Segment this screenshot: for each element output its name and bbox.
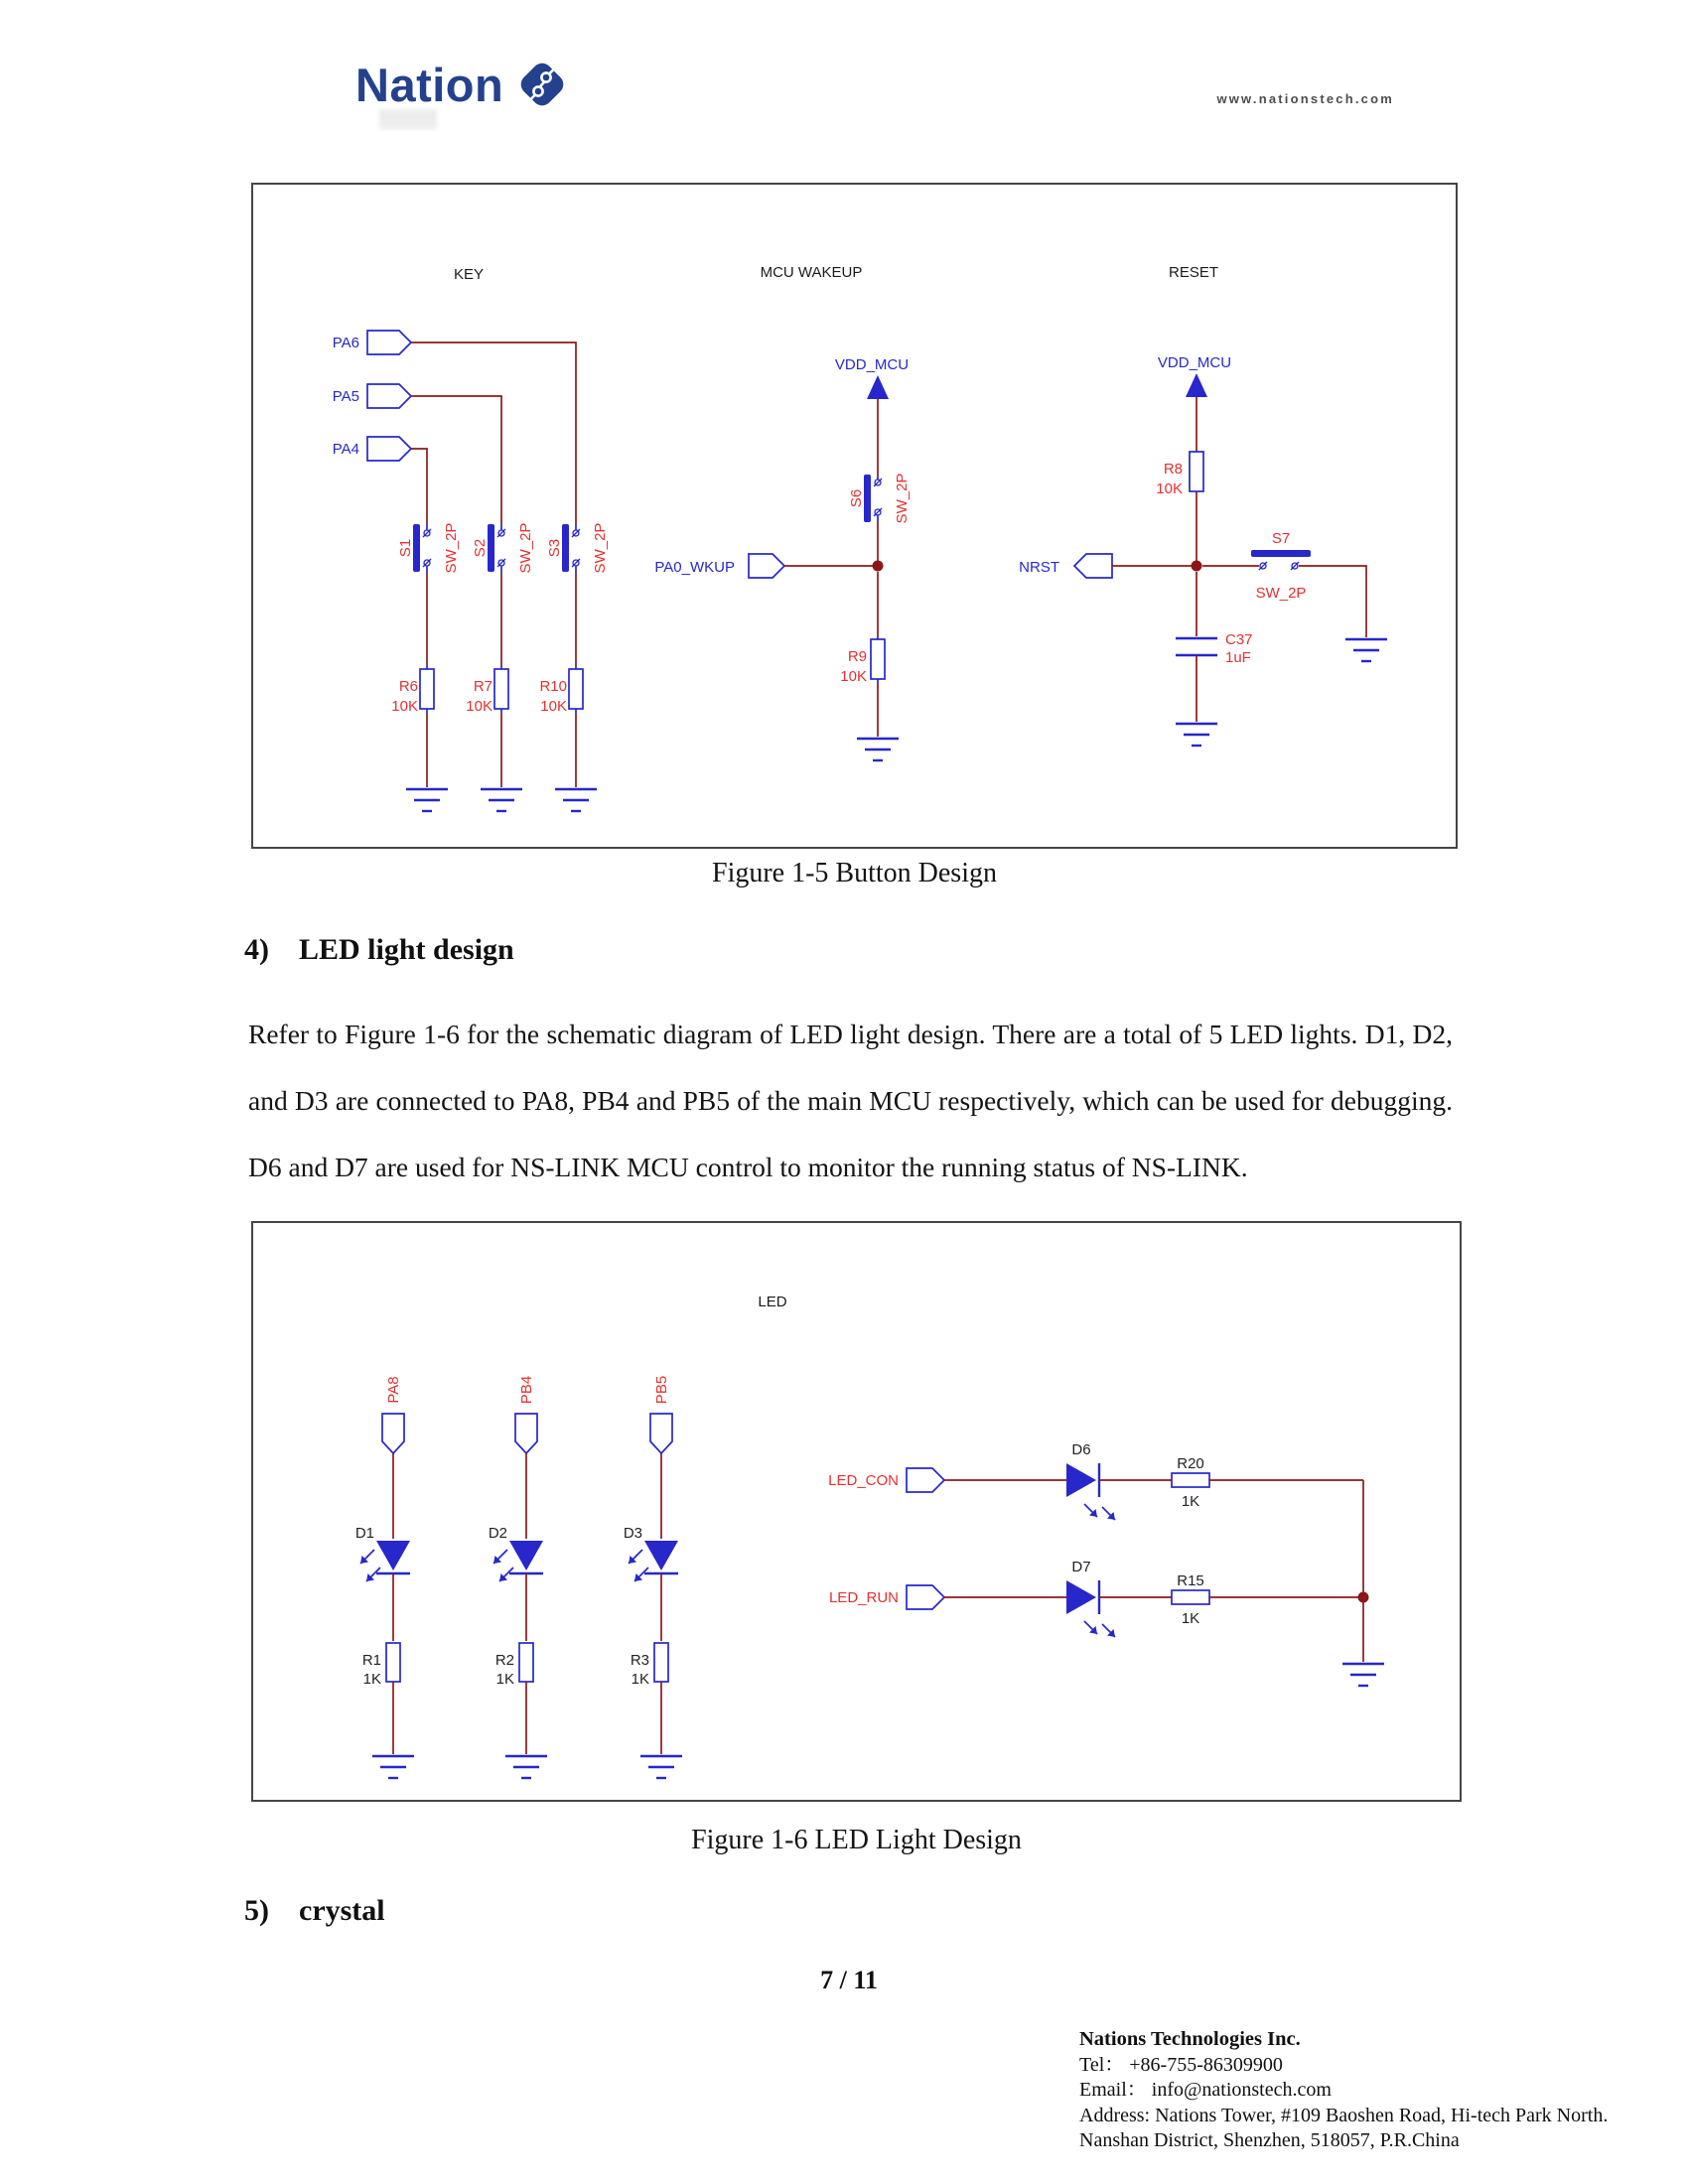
net-label: PA6: [332, 335, 359, 351]
capacitor-ref: C37: [1225, 631, 1253, 648]
scan-smudge: [379, 109, 437, 129]
diode-ref: D3: [623, 1525, 642, 1542]
led-section-title: LED: [758, 1294, 787, 1310]
resistor-ref: R2: [494, 1652, 514, 1669]
led-diode-icon: [376, 1541, 410, 1570]
diode-ref: D7: [1071, 1559, 1091, 1575]
reset-section-title: RESET: [1168, 264, 1219, 281]
resistor-ref: R20: [1177, 1455, 1204, 1472]
key-section-title: KEY: [453, 266, 485, 283]
footer-tel: Tel： +86-755-86309900: [1079, 2053, 1283, 2076]
switch-type: SW_2P: [894, 473, 911, 524]
switch-ref: S2: [472, 538, 489, 558]
switch-ref: S1: [397, 538, 414, 558]
port-label: LED_CON: [828, 1472, 899, 1489]
switch-s3: [546, 523, 609, 574]
section-number: 4): [244, 933, 269, 966]
power-net-label: VDD_MCU: [834, 356, 910, 373]
footer-address-line1: Address: Nations Tower, #109 Baoshen Road, Hi-tech Park North.: [1079, 2104, 1609, 2126]
section-title: crystal: [299, 1894, 385, 1927]
wakeup-circuit: [654, 356, 911, 760]
port-label: LED_RUN: [828, 1589, 899, 1606]
resistor-ref: R10: [539, 678, 567, 695]
body-paragraph: Refer to Figure 1-6 for the schematic diagram of LED light design. There are a total of 5 LED lights. D1, D2, and D3 are connected to PA8, PB4 and PB5 of the main MCU respectively, which can be used for debugging. D6 and D7 are used for NS-LINK MCU control to monitor the running status of NS-LINK.: [248, 1019, 1453, 1182]
led-row-d7: [829, 1559, 1363, 1637]
switch-ref: S7: [1271, 530, 1291, 547]
led-design-schematic: [253, 1223, 1460, 1800]
net-label: PA5: [332, 388, 359, 405]
resistor-value: 1K: [631, 1671, 649, 1688]
switch-type: SW_2P: [592, 522, 609, 574]
power-arrow-icon: [1186, 373, 1207, 397]
resistor-ref: R1: [361, 1652, 381, 1669]
reset-circuit: [1019, 354, 1387, 746]
resistor-r6: [391, 574, 448, 811]
resistor-ref: R15: [1177, 1572, 1204, 1589]
resistor-ref: R9: [847, 648, 867, 665]
led-column-d1: [355, 1376, 414, 1778]
figure1-caption: Figure 1-5 Button Design: [712, 858, 997, 888]
resistor-value: 10K: [391, 698, 418, 715]
switch-type: SW_2P: [443, 522, 460, 574]
nations-logo: [355, 56, 571, 113]
key-port-pa6: [333, 331, 576, 524]
resistor-value: 10K: [466, 698, 492, 715]
logo-icon: [513, 56, 571, 113]
figure-1-6-box: [251, 1221, 1462, 1802]
led-row-d6: [828, 1441, 1363, 1520]
resistor-value: 1K: [1181, 1610, 1200, 1627]
led-diode-icon: [644, 1541, 678, 1570]
page-number: 7 / 11: [820, 1966, 878, 1994]
website-url: www.nationstech.com: [1216, 91, 1394, 106]
figure2-caption: Figure 1-6 LED Light Design: [691, 1825, 1022, 1855]
power-net-label: VDD_MCU: [1157, 354, 1232, 371]
led-diode-icon: [1066, 1463, 1096, 1497]
port-label: PB4: [518, 1375, 535, 1405]
led-column-d3: [624, 1376, 682, 1778]
junction-dot: [873, 561, 884, 572]
wakeup-section-title: MCU WAKEUP: [760, 264, 863, 281]
section-number: 5): [244, 1894, 269, 1927]
junction-dot: [1192, 561, 1202, 572]
led-right-rail: [1342, 1480, 1384, 1686]
switch-s2: [472, 523, 534, 574]
resistor-ref: R3: [630, 1652, 649, 1669]
port-label: PA0_WKUP: [654, 559, 735, 576]
footer-company: Nations Technologies Inc.: [1079, 2028, 1301, 2050]
led-diode-icon: [509, 1541, 543, 1570]
led-column-d2: [489, 1376, 547, 1778]
power-arrow-icon: [867, 375, 889, 399]
switch-type: SW_2P: [1255, 585, 1307, 602]
figure-1-5-box: [251, 183, 1458, 849]
switch-type: SW_2P: [517, 522, 534, 574]
footer-contact-block: [1079, 2027, 1655, 2154]
resistor-value: 1K: [495, 1671, 514, 1688]
resistor-r7: [466, 574, 522, 811]
net-label: PA4: [332, 441, 359, 458]
capacitor-value: 1uF: [1225, 649, 1251, 666]
port-label: NRST: [1019, 559, 1059, 576]
port-label: PA8: [385, 1376, 402, 1404]
footer-address-line2: Nanshan District, Shenzhen, 518057, P.R.China: [1079, 2129, 1460, 2151]
resistor-ref: R6: [398, 678, 418, 695]
diode-ref: D1: [354, 1525, 374, 1542]
diode-ref: D6: [1071, 1441, 1091, 1458]
diode-ref: D2: [488, 1525, 507, 1542]
resistor-value: 10K: [540, 698, 567, 715]
led-diode-icon: [1066, 1580, 1096, 1614]
button-design-schematic: [253, 185, 1456, 847]
resistor-ref: R7: [473, 678, 492, 695]
section-5-heading: [244, 1894, 385, 1928]
switch-ref: S3: [546, 538, 563, 558]
resistor-ref: R8: [1163, 461, 1183, 478]
resistor-value: 1K: [362, 1671, 381, 1688]
resistor-value: 1K: [1181, 1493, 1200, 1510]
footer-email: Email： info@nationstech.com: [1079, 2079, 1332, 2101]
resistor-value: 10K: [1156, 480, 1183, 497]
logo-text: Nation: [355, 58, 504, 111]
key-port-pa4: [333, 437, 427, 524]
port-label: PB5: [653, 1375, 670, 1405]
resistor-value: 10K: [840, 668, 867, 685]
switch-s1: [397, 523, 460, 574]
section-title: LED light design: [299, 933, 514, 966]
resistor-r10: [539, 574, 597, 811]
section-4-heading: [244, 933, 514, 967]
switch-ref: S6: [848, 488, 865, 508]
